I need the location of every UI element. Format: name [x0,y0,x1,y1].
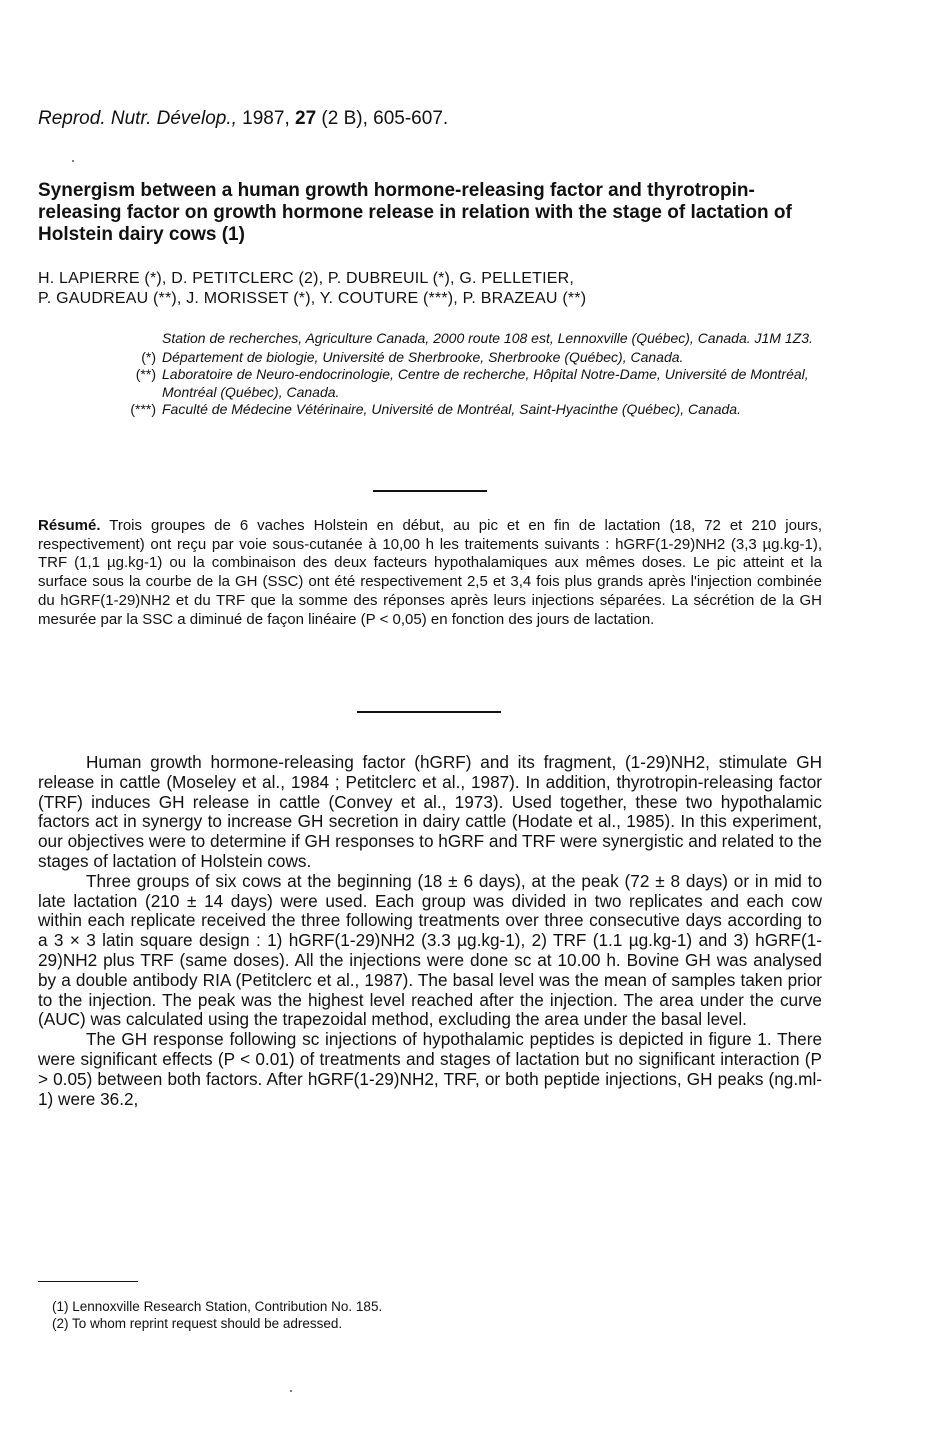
affiliation-mark: (***) [130,401,156,417]
resume-label: Résumé. [38,517,101,534]
journal-name: Reprod. Nutr. Dévelop., [38,108,237,129]
section-divider [373,490,487,492]
body-paragraph: Human growth hormone-releasing factor (hGRF) and its fragment, (1-29)NH2, stimulate GH release in cattle (Moseley et al., 1984 ; Petitclerc et al., 1987). In addition, thyrotropin-releasing factor (TRF) induces GH release in cattle (Convey et al., 1973). Used together, these two hypothalamic factors act in synergy to increase GH secretion in dairy cattle (Hodate et al., 1985). In this experiment, our objectives were to determine if GH responses to hGRF and TRF were synergistic and related to the stages of lactation of Holstein cows. [38,752,822,871]
affiliation-text: Laboratoire de Neuro-endocrinologie, Centre de recherche, Hôpital Notre-Dame, Université de Montréal, Montréal (Québec), Canada. [162,366,809,400]
affiliation-mark: (**) [135,366,156,382]
footnote-item [52,1298,812,1315]
affiliation-text: Faculté de Médecine Vétérinaire, Université de Montréal, Saint-Hyacinthe (Québec), Canada. [162,401,741,417]
section-divider [357,711,501,713]
affiliation-item [100,349,822,367]
footnote-mark: (2) [52,1316,69,1331]
body-text [38,753,822,1109]
affiliation-mark [100,330,162,348]
journal-year: 1987, [242,108,290,129]
affiliation-text: Station de recherches, Agriculture Canada, 2000 route 108 est, Lennoxville (Québec), Canada. J1M 1Z3. [162,330,813,346]
footnote-mark: (1) [52,1299,69,1314]
journal-volume: 27 [295,108,317,129]
paper-title: Synergism between a human growth hormone-releasing factor and thyrotropin-releasing factor on growth hormone release in relation with the stage of lactation of Holstein dairy cows (1) [38,180,792,245]
affiliation-text: Département de biologie, Université de Sherbrooke, Sherbrooke (Québec), Canada. [162,348,684,365]
footnotes [52,1298,812,1332]
body-paragraph: The GH response following sc injections of hypothalamic peptides is depicted in figure 1. There were significant effects (P < 0.01) of treatments and stages of lactation but no significant interaction (P > 0.05) between both factors. After hGRF(1-29)NH2, TRF, or both peptide injections, GH peaks (ng.ml-1) were 36.2, [38,1029,822,1109]
affiliation-item [100,401,822,419]
author-line-2: P. GAUDREAU (**), J. MORISSET (*), Y. COUTURE (***), P. BRAZEAU (**) [38,290,587,307]
journal-pages: (2 B), 605-607. [321,108,449,129]
footnote-rule [38,1281,138,1282]
footnote-text: Lennoxville Research Station, Contribution No. 185. [72,1299,383,1314]
affiliation-item [100,366,822,401]
journal-citation [38,108,448,130]
affiliation-item [100,330,822,348]
author-list [38,269,838,309]
affiliation-mark: (*) [141,348,156,365]
speck [72,160,74,162]
footnote-text: To whom reprint request should be adressed. [72,1316,343,1331]
abstract-resume [38,517,822,629]
footnote-item [52,1315,812,1332]
author-line-1: H. LAPIERRE (*), D. PETITCLERC (2), P. DUBREUIL (*), G. PELLETIER, [38,270,574,287]
resume-text: Trois groupes de 6 vaches Holstein en début, au pic et en fin de lactation (18, 72 et 210 jours, respectivement) ont reçu par voie sous-cutanée à 10,00 h les traitements suivants : hGRF(1-29)NH2 (3,3 µg.kg-1), TRF (1,1 µg.kg-1) ou la combinaison des deux facteurs hypothalamiques aux mêmes doses. Le pic atteint et la surface sous la courbe de la GH (SSC) ont été respectivement 2,5 et 3,4 fois plus grands après l'injection combinée du hGRF(1-29)NH2 et du TRF que la somme des réponses après leurs injections séparées. La sécrétion de la GH mesurée par la SSC a diminué de façon linéaire (P < 0,05) en fonction des jours de lactation. [38,517,822,628]
body-paragraph: Three groups of six cows at the beginning (18 ± 6 days), at the peak (72 ± 8 days) or in mid to late lactation (210 ± 14 days) were used. Each group was divided in two replicates and each cow within each replicate received the three following treatments over three consecutive days according to a 3 × 3 latin square design : 1) hGRF(1-29)NH2 (3.3 µg.kg-1), 2) TRF (1.1 µg.kg-1) and 3) hGRF(1-29)NH2 plus TRF (same doses). All the injections were done sc at 10.00 h. Bovine GH was analysed by a double antibody RIA (Petitclerc et al., 1987). The basal level was the mean of samples taken prior to the injection. The peak was the highest level reached after the injection. The area under the curve (AUC) was calculated using the trapezoidal method, excluding the area under the basal level. [38,870,822,1030]
speck [290,1390,292,1392]
affiliations [100,330,822,419]
